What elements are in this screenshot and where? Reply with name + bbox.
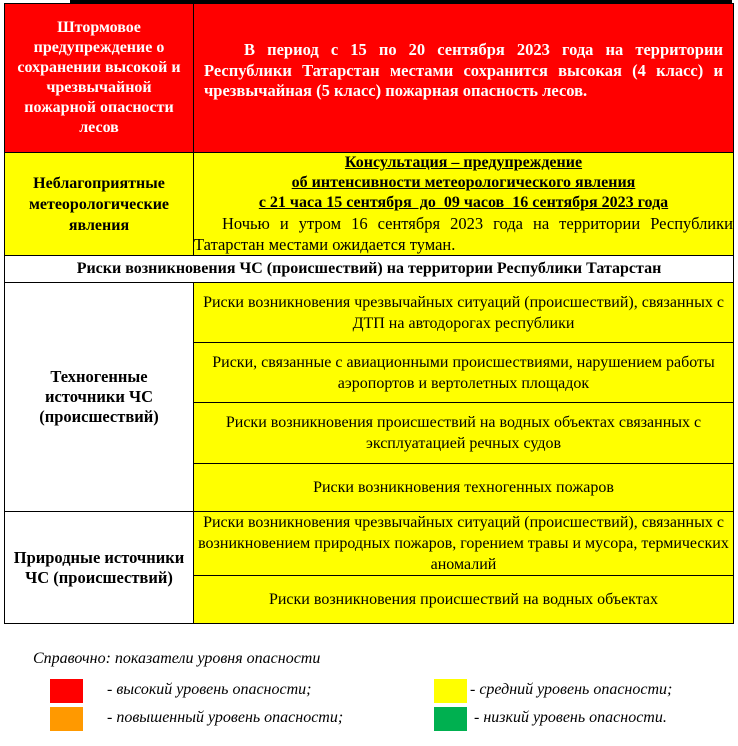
legend-swatch-red (50, 679, 83, 703)
danger-level-legend (0, 646, 738, 746)
legend-swatch-orange (50, 707, 83, 731)
legend-swatch-green (434, 707, 467, 731)
meteo-heading-line-3: с 21 часа 15 сентября до 09 часов 16 сентября 2023 года (258, 194, 669, 211)
risk-item: Риски возникновения происшествий на водных объектах связанных с эксплуатацией речных судов (194, 403, 734, 464)
risk-item: Риски возникновения происшествий на водных объектах (194, 576, 734, 624)
legend-label: - средний уровень опасности; (470, 681, 673, 698)
risk-group-technogenic (5, 283, 194, 512)
risk-row (5, 512, 734, 576)
storm-warning-title-cell (5, 4, 194, 153)
legend-swatch-yellow (434, 679, 467, 703)
risk-row (5, 283, 734, 343)
storm-warning-title: Штормовое предупреждение о сохранении высокой и чрезвычайной пожарной опасности лесов (17, 19, 181, 136)
risk-item: Риски, связанные с авиационными происшествиями, нарушением работы аэропортов и вертолетных площадок (194, 343, 734, 403)
meteo-title: Неблагоприятные метеорологические явления (28, 174, 170, 234)
risks-header-row (5, 256, 734, 283)
legend-label: - высокий уровень опасности; (107, 681, 312, 698)
warning-table (4, 3, 734, 624)
meteo-heading-line-1: Консультация – предупреждение (344, 154, 583, 171)
risk-item: Риски возникновения чрезвычайных ситуаций (происшествий), связанных с возникновением природных пожаров, горением травы и мусора, термических аномалий (194, 512, 734, 576)
legend-title: Справочно: показатели уровня опасности (33, 650, 321, 667)
risk-group-title: Техногенные источники ЧС (происшествий) (39, 367, 159, 426)
risk-item: Риски возникновения техногенных пожаров (194, 464, 734, 512)
meteo-row (5, 153, 734, 256)
risk-group-natural (5, 512, 194, 624)
legend-label: - низкий уровень опасности. (474, 709, 667, 726)
meteo-heading-line-2: об интенсивности метеорологического явления (291, 174, 636, 191)
meteo-title-cell (5, 153, 194, 256)
legend-label: - повышенный уровень опасности; (107, 709, 344, 726)
risk-group-title: Природные источники ЧС (происшествий) (13, 547, 185, 587)
risks-header: Риски возникновения ЧС (происшествий) на территории Республики Татарстан (5, 256, 734, 283)
storm-warning-text-cell (194, 4, 734, 153)
meteo-text: Ночью и утром 16 сентября 2023 года на территории Республики Татарстан местами ожидается туман. (194, 214, 733, 254)
meteo-content-cell (194, 153, 734, 256)
storm-warning-text: В период с 15 по 20 сентября 2023 года на территории Республики Татарстан местами сохранится высокая (4 класс) и чрезвычайная (5 класс) пожарная опасность лесов. (204, 40, 723, 101)
storm-warning-row (5, 4, 734, 153)
risk-item: Риски возникновения чрезвычайных ситуаций (происшествий), связанных с ДТП на автодорогах республики (194, 283, 734, 343)
